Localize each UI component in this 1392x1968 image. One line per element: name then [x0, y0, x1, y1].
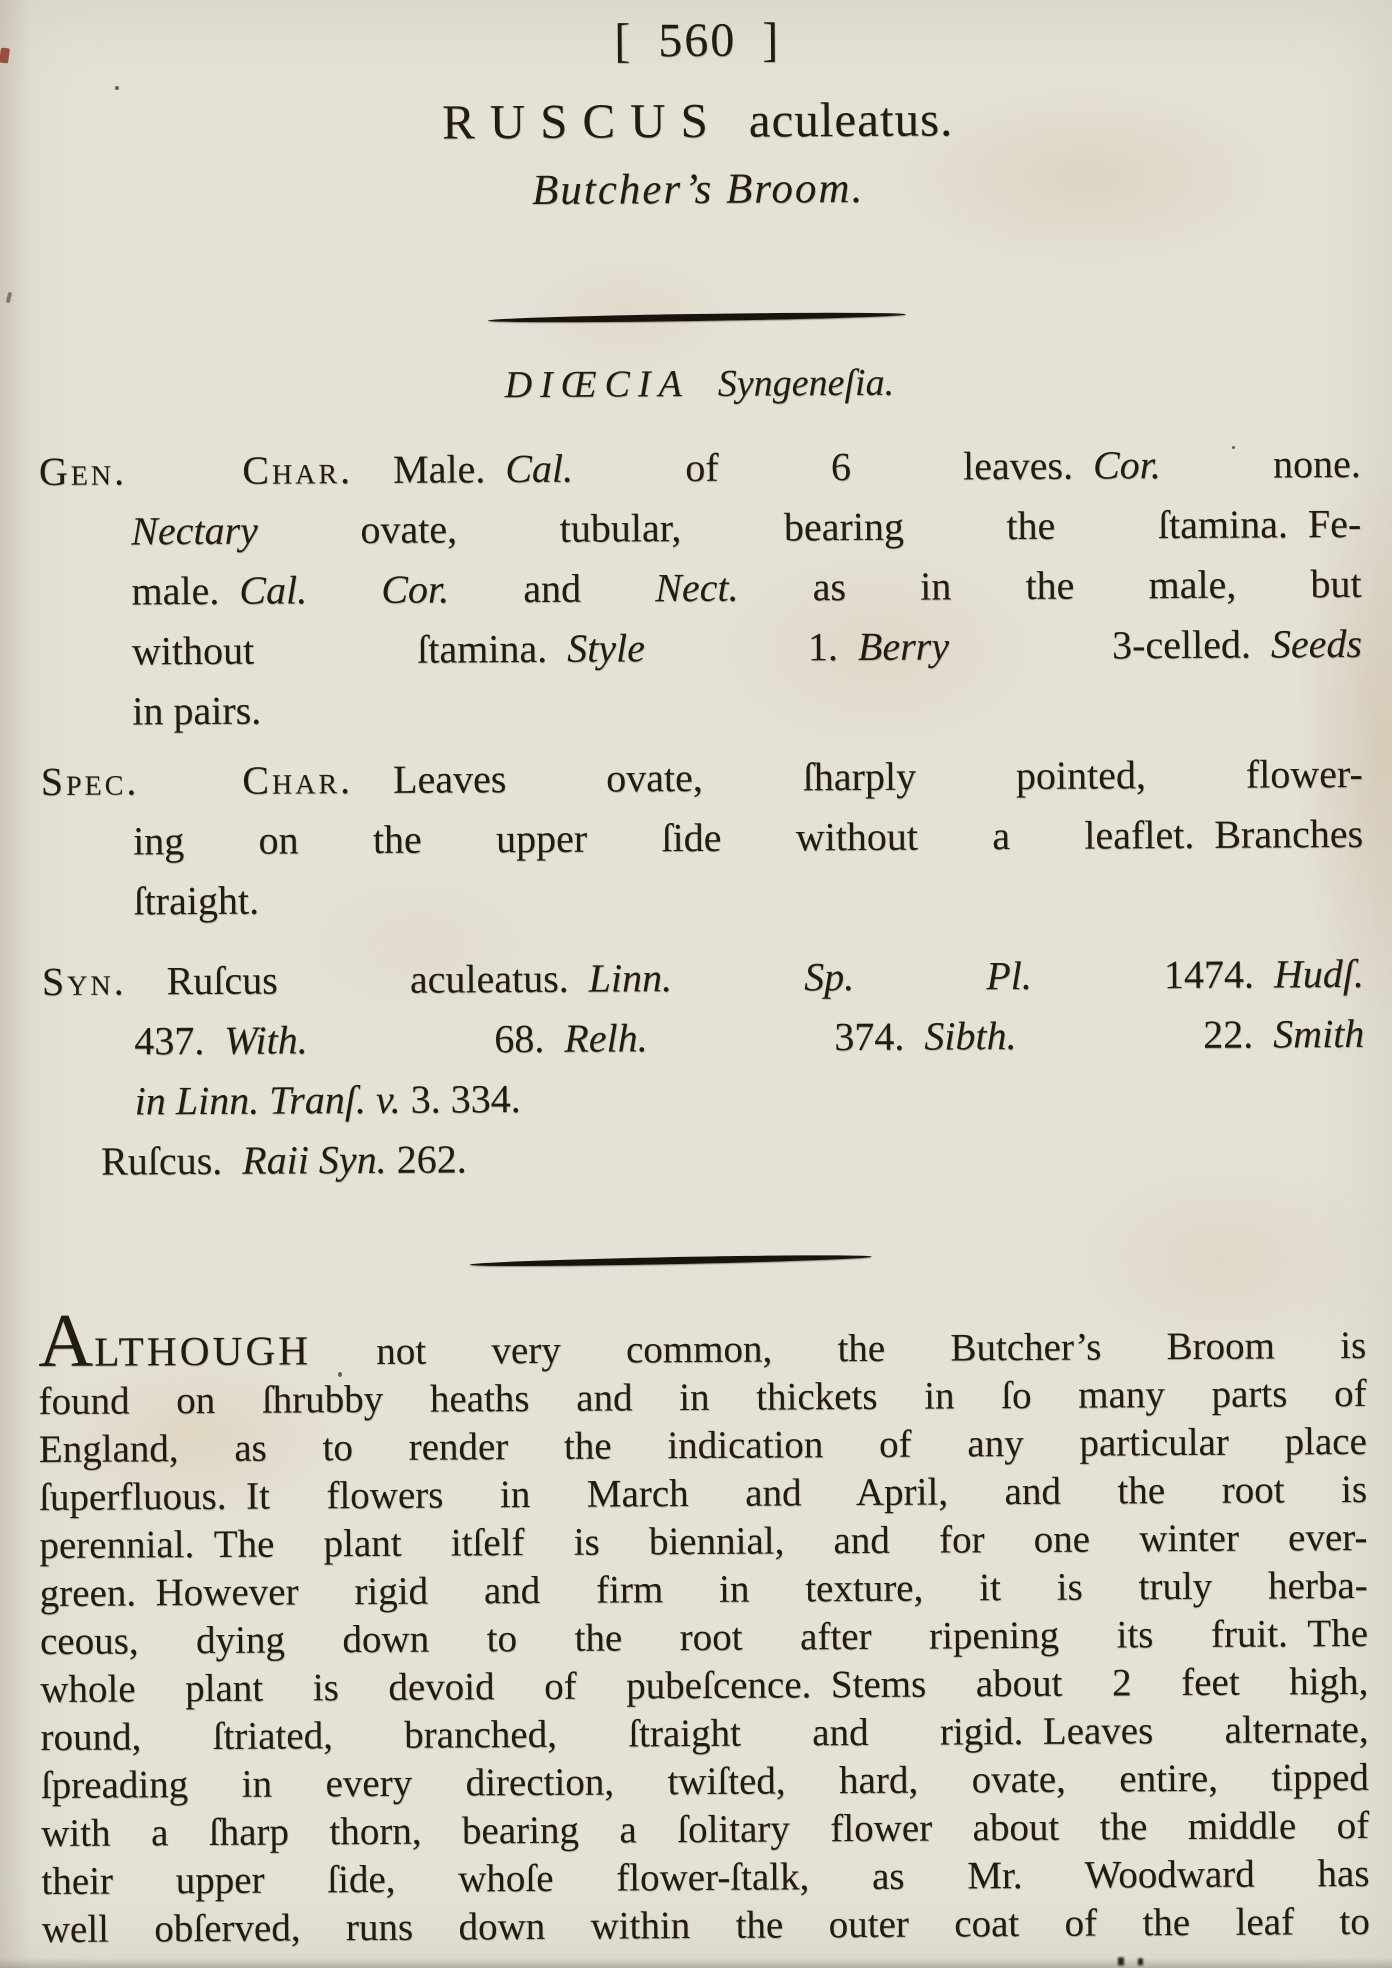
- species-heading: [37, 82, 1359, 160]
- text-line: Nectary ovate, tubular, bearing the ſtamina. Fe-: [131, 500, 1362, 554]
- text-line: male. Cal. Cor. and Nect. as in the male, but: [131, 560, 1362, 614]
- text-line: whole plant is devoid of pubeſcence. Stems about 2 feet high,: [40, 1659, 1369, 1712]
- cutoff-text-fragment: [1118, 1957, 1124, 1965]
- synonymy-section: [42, 944, 1365, 1132]
- class-name: DIŒCIA: [504, 363, 690, 407]
- text-line: without ſtamina. Style 1. Berry 3-celled. Seeds: [131, 620, 1363, 674]
- synonymy-ruscus-line: [43, 1124, 1365, 1192]
- text-line: England, as to render the indication of any particular place: [38, 1419, 1367, 1472]
- text-line: Gen. Char. Male. Cal. of 6 leaves. Cor. none.: [38, 440, 1361, 495]
- text-line: ſtraight.: [133, 877, 260, 924]
- cutoff-text-fragment: [1138, 1958, 1143, 1965]
- text-line: Syn. Ruſcus aculeatus. Linn. Sp. Pl. 1474. Hudſ.: [41, 950, 1365, 1004]
- text-line: in Linn. Tranſ. v. 3. 334.: [134, 1076, 521, 1124]
- common-name: Butcher’s Broom.: [531, 164, 865, 214]
- spec-char-section: [41, 744, 1364, 932]
- text-line: their upper ſide, whoſe flower-ſtalk, as Mr. Woodward has: [41, 1851, 1370, 1904]
- species-epithet: aculeatus.: [748, 91, 954, 148]
- text-line: ceous, dying down to the root after ripening its fruit. The: [39, 1611, 1369, 1664]
- text-line: in pairs.: [132, 687, 262, 734]
- page-number: [ 560 ]: [614, 13, 781, 68]
- order-name: Syngeneſia.: [717, 361, 895, 405]
- text-line: Spec. Char. Leaves ovate, ſharply pointed, flower-: [40, 750, 1363, 804]
- text-line: with a ſharp thorn, bearing a ſolitary flower about the middle of: [41, 1803, 1370, 1856]
- text-line: ALTHOUGH not very common, the Butcher’s Broom is: [37, 1298, 1367, 1384]
- text-line: perennial. The plant itſelf is biennial, and for one winter ever-: [39, 1515, 1368, 1568]
- text-line: found on ſhrubby heaths and in thickets in ſo many parts of: [38, 1371, 1367, 1424]
- text-line: well obſerved, runs down within the outer coat of the leaf to: [41, 1899, 1370, 1952]
- ornamental-rule-top: [488, 311, 906, 324]
- description-paragraph: [37, 1298, 1370, 1954]
- text-line: 437. With. 68. Relh. 374. Sibth. 22. Smith: [134, 1010, 1365, 1064]
- ornamental-rule-bottom: [470, 1253, 872, 1268]
- text-line: ſpreading in every direction, twiſted, hard, ovate, entire, tipped: [40, 1755, 1369, 1808]
- taxonomy-line: [38, 352, 1360, 416]
- text-line: ſuperfluous. It flowers in March and April, and the root is: [38, 1467, 1368, 1520]
- text-line: ing on the upper ſide without a leaflet. Branches: [132, 810, 1364, 864]
- text-line: round, ſtriated, branched, ſtraight and rigid. Leaves alternate,: [40, 1707, 1369, 1760]
- genus-name: RUSCUS: [441, 92, 723, 150]
- text-line: Ruſcus. Raii Syn. 262.: [100, 1136, 467, 1184]
- gen-char-section: [39, 434, 1363, 742]
- text-line: green. However rigid and firm in texture, it is truly herba-: [39, 1563, 1368, 1616]
